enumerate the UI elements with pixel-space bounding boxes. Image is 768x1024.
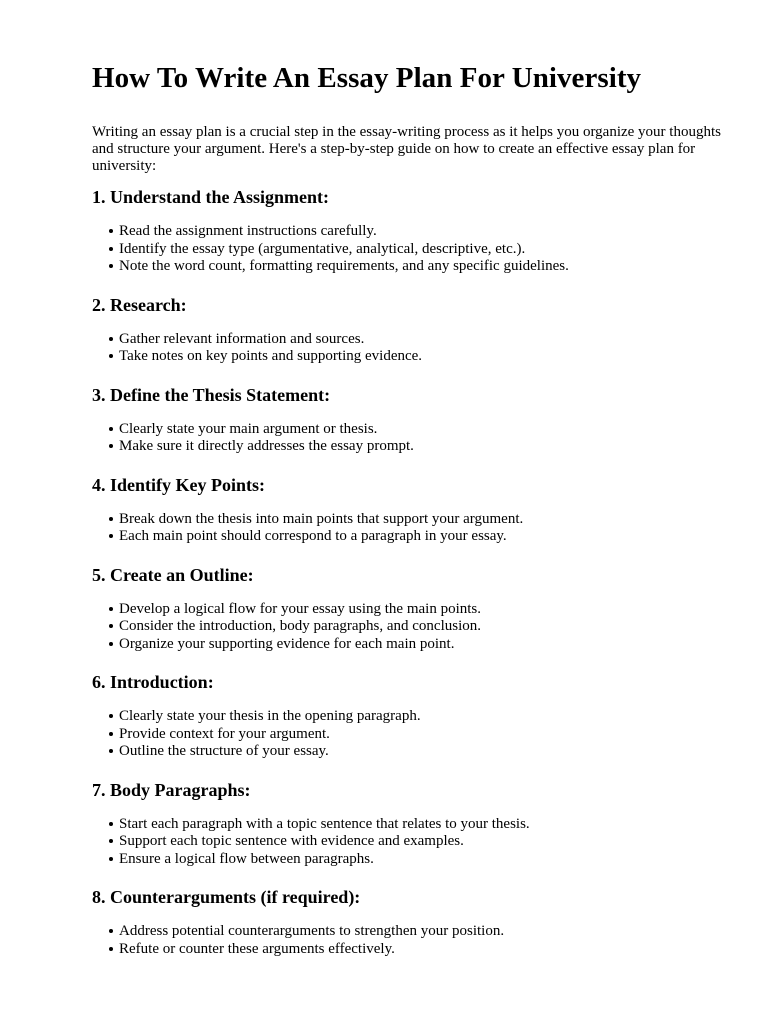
section-introduction bbox=[92, 669, 722, 761]
list-item bbox=[119, 708, 722, 726]
list-item bbox=[119, 528, 722, 546]
bullet-list bbox=[92, 421, 722, 456]
section-heading: 3. Define the Thesis Statement: bbox=[92, 384, 331, 405]
bullet-icon bbox=[109, 947, 113, 951]
section-heading: 4. Identify Key Points: bbox=[92, 474, 265, 495]
section-heading: 2. Research: bbox=[92, 294, 187, 315]
list-item-text: Provide context for your argument. bbox=[119, 725, 330, 742]
list-item-text: Identify the essay type (argumentative, analytical, descriptive, etc.). bbox=[119, 240, 526, 257]
bullet-icon bbox=[109, 839, 113, 843]
list-item-text: Note the word count, formatting requirements, and any specific guidelines. bbox=[119, 258, 569, 274]
bullet-icon bbox=[109, 427, 113, 431]
bullet-icon bbox=[109, 857, 113, 861]
list-item bbox=[119, 726, 722, 744]
bullet-icon bbox=[109, 732, 113, 736]
bullet-list bbox=[92, 223, 722, 276]
bullet-icon bbox=[109, 264, 113, 268]
list-item bbox=[119, 331, 722, 349]
bullet-icon bbox=[109, 624, 113, 628]
bullet-icon bbox=[109, 607, 113, 611]
bullet-icon bbox=[109, 229, 113, 233]
list-item-text: Address potential counterarguments to strengthen your position. bbox=[119, 923, 505, 939]
list-item bbox=[119, 241, 722, 259]
section-counterarguments bbox=[92, 884, 722, 958]
bullet-icon bbox=[109, 354, 113, 358]
bullet-icon bbox=[109, 247, 113, 251]
section-body-paragraphs bbox=[92, 777, 722, 869]
list-item bbox=[119, 816, 722, 834]
list-item bbox=[119, 511, 722, 529]
section-outline bbox=[92, 562, 722, 654]
bullet-icon bbox=[109, 642, 113, 646]
list-item-text: Break down the thesis into main points that support your argument. bbox=[119, 510, 524, 527]
list-item bbox=[119, 223, 722, 241]
section-heading: 7. Body Paragraphs: bbox=[92, 779, 251, 800]
list-item bbox=[119, 743, 722, 761]
list-item bbox=[119, 601, 722, 619]
bullet-icon bbox=[109, 714, 113, 718]
list-item bbox=[119, 941, 722, 959]
bullet-icon bbox=[109, 337, 113, 341]
list-item-text: Make sure it directly addresses the essay prompt. bbox=[119, 438, 414, 454]
section-understand-assignment bbox=[92, 184, 722, 276]
section-heading: 6. Introduction: bbox=[92, 672, 214, 692]
bullet-list bbox=[92, 511, 722, 546]
list-item-text: Ensure a logical flow between paragraphs. bbox=[119, 850, 374, 867]
section-thesis-statement bbox=[92, 382, 722, 456]
bullet-list bbox=[92, 331, 722, 366]
list-item-text: Organize your supporting evidence for each main point. bbox=[119, 635, 455, 652]
list-item-text: Develop a logical flow for your essay using the main points. bbox=[119, 600, 482, 617]
list-item-text: Clearly state your main argument or thesis. bbox=[119, 420, 378, 437]
section-heading: 8. Counterarguments (if required): bbox=[92, 887, 361, 907]
list-item bbox=[119, 923, 722, 941]
bullet-icon bbox=[109, 534, 113, 538]
bullet-list bbox=[92, 601, 722, 654]
section-heading: 5. Create an Outline: bbox=[92, 564, 254, 585]
section-key-points bbox=[92, 472, 722, 546]
document-page bbox=[92, 58, 722, 958]
bullet-icon bbox=[109, 929, 113, 933]
document-title: How To Write An Essay Plan For University bbox=[92, 62, 642, 94]
section-heading: 1. Understand the Assignment: bbox=[92, 187, 330, 207]
list-item-text: Each main point should correspond to a paragraph in your essay. bbox=[119, 528, 507, 544]
list-item-text: Support each topic sentence with evidence and examples. bbox=[119, 833, 464, 849]
bullet-list bbox=[92, 708, 722, 761]
section-research bbox=[92, 292, 722, 366]
list-item-text: Gather relevant information and sources. bbox=[119, 330, 365, 347]
list-item bbox=[119, 258, 722, 276]
intro-paragraph: Writing an essay plan is a crucial step in the essay-writing process as it helps you organize your thoughts and structure your argument. Here's a step-by-step guide on how to create an effective essay plan for university: bbox=[92, 124, 721, 174]
list-item bbox=[119, 851, 722, 869]
bullet-icon bbox=[109, 517, 113, 521]
list-item-text: Clearly state your thesis in the opening paragraph. bbox=[119, 708, 421, 724]
bullet-icon bbox=[109, 822, 113, 826]
list-item-text: Take notes on key points and supporting evidence. bbox=[119, 348, 423, 364]
list-item bbox=[119, 833, 722, 851]
list-item-text: Consider the introduction, body paragraphs, and conclusion. bbox=[119, 618, 482, 634]
list-item-text: Read the assignment instructions carefully. bbox=[119, 223, 377, 239]
bullet-icon bbox=[109, 444, 113, 448]
list-item-text: Refute or counter these arguments effectively. bbox=[119, 940, 395, 957]
list-item bbox=[119, 348, 722, 366]
list-item-text: Outline the structure of your essay. bbox=[119, 743, 329, 759]
bullet-icon bbox=[109, 749, 113, 753]
list-item bbox=[119, 438, 722, 456]
list-item-text: Start each paragraph with a topic sentence that relates to your thesis. bbox=[119, 815, 530, 832]
list-item bbox=[119, 421, 722, 439]
list-item bbox=[119, 636, 722, 654]
bullet-list bbox=[92, 923, 722, 958]
list-item bbox=[119, 618, 722, 636]
bullet-list bbox=[92, 816, 722, 869]
